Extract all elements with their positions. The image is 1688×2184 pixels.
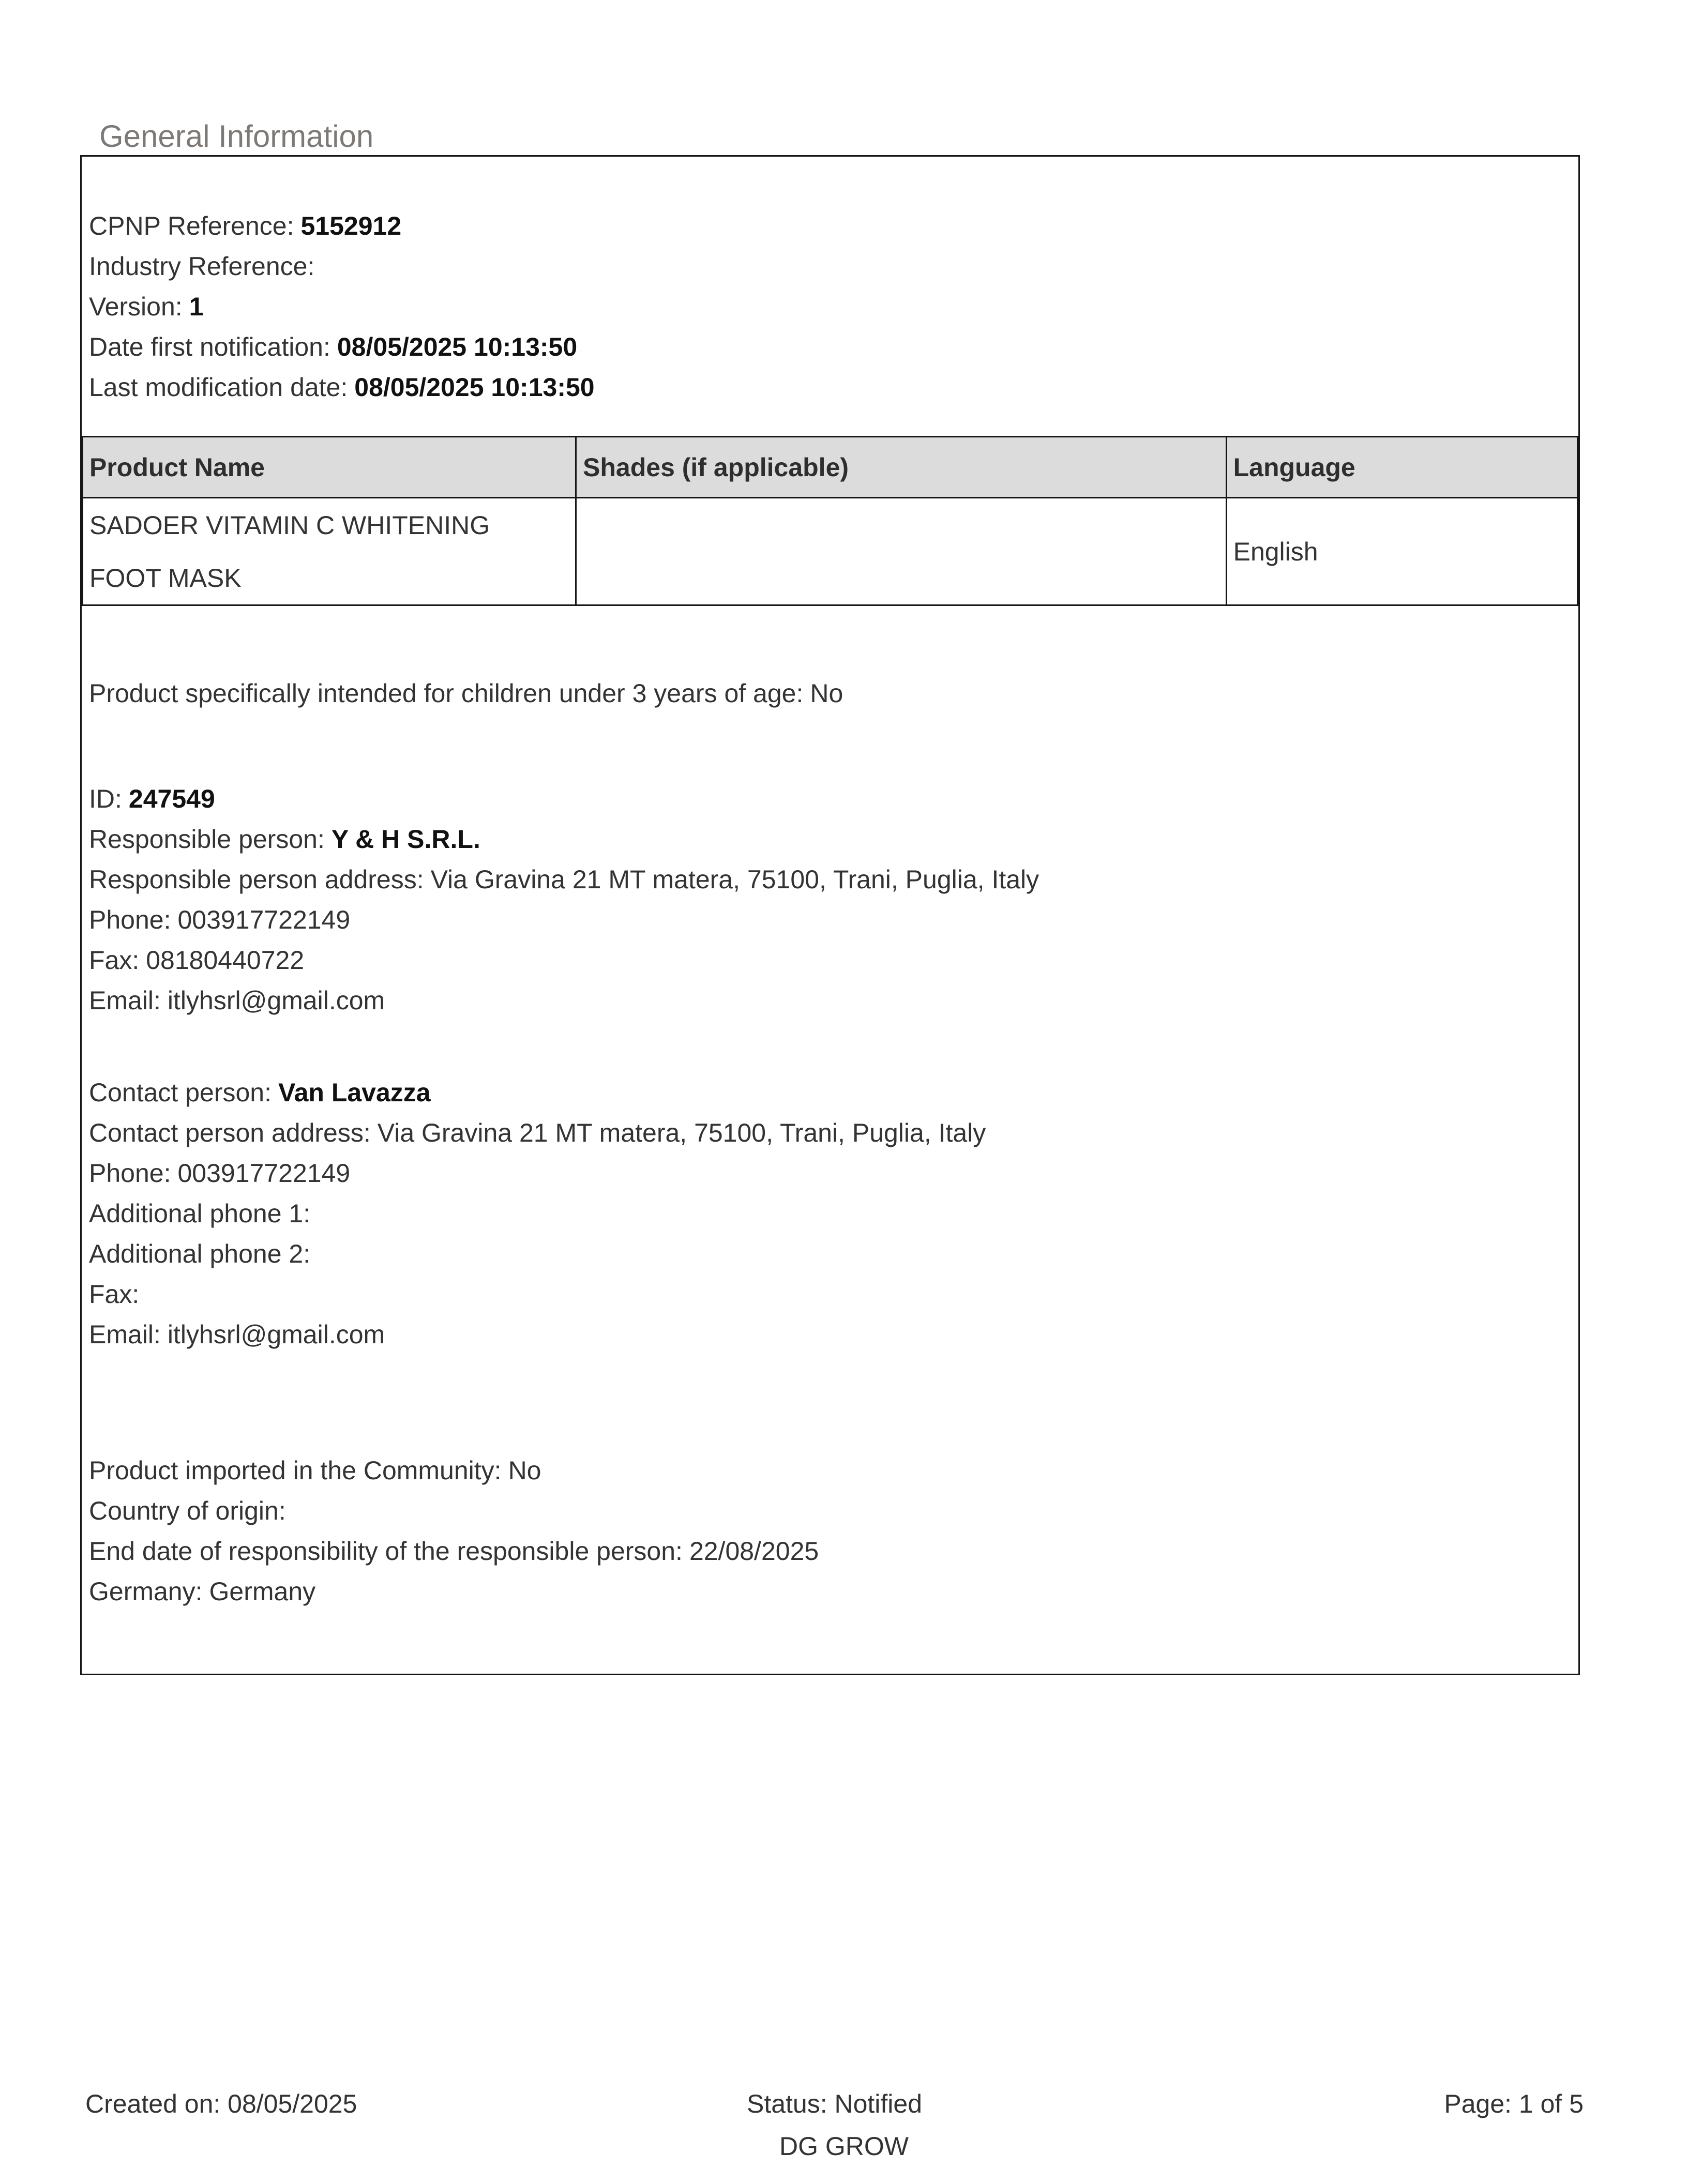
reference-block — [82, 157, 1578, 407]
responsible-phone-line — [89, 900, 1566, 940]
contact-email-label: Email: — [89, 1320, 161, 1349]
industry-reference-line — [89, 246, 1566, 286]
footer-row — [0, 2084, 1688, 2124]
contact-person-address-line — [89, 1113, 1566, 1153]
additional-phone-2-line — [89, 1234, 1566, 1274]
children-label: Product specifically intended for children under 3 years of age: — [89, 679, 804, 708]
responsible-person-address-label: Responsible person address: — [89, 865, 424, 894]
footer-org: DG GROW — [779, 2132, 909, 2161]
product-table-header-row — [83, 437, 1578, 498]
contact-person-value: Van Lavazza — [278, 1078, 431, 1107]
product-imported-value: No — [508, 1456, 541, 1485]
product-name-header-cell: Product Name — [83, 437, 576, 498]
product-name-cell — [83, 498, 576, 605]
germany-value: Germany — [209, 1577, 316, 1606]
product-name-line-2: FOOT MASK — [89, 563, 242, 593]
general-information-box — [80, 155, 1580, 1675]
version-line — [89, 286, 1566, 327]
footer-status: Status: Notified — [746, 2089, 923, 2118]
germany-label: Germany: — [89, 1577, 203, 1606]
import-block — [82, 1450, 1578, 1612]
contact-person-label: Contact person: — [89, 1078, 272, 1107]
version-label: Version: — [89, 292, 183, 321]
last-modification-date-line — [89, 367, 1566, 407]
id-line — [89, 779, 1566, 819]
cpnp-reference-label: CPNP Reference: — [89, 211, 294, 240]
additional-phone-1-label: Additional phone 1: — [89, 1199, 311, 1228]
contact-person-block — [82, 1072, 1578, 1355]
page-title: General Information — [99, 119, 374, 154]
contact-person-address-value: Via Gravina 21 MT matera, 75100, Trani, Puglia, Italy — [377, 1118, 986, 1147]
version-value: 1 — [189, 292, 204, 321]
product-imported-line — [89, 1450, 1566, 1491]
product-table — [82, 436, 1578, 606]
children-value: No — [810, 679, 843, 708]
country-of-origin-label: Country of origin: — [89, 1496, 286, 1525]
contact-fax-label: Fax: — [89, 1280, 140, 1309]
last-modification-date-label: Last modification date: — [89, 373, 348, 402]
product-table-row — [83, 498, 1578, 605]
responsible-email-line — [89, 980, 1566, 1021]
germany-line — [89, 1571, 1566, 1612]
contact-phone-line — [89, 1153, 1566, 1193]
contact-email-value: itlyhsrl@gmail.com — [167, 1320, 385, 1349]
responsible-email-label: Email: — [89, 986, 161, 1015]
children-block — [82, 673, 1578, 714]
responsible-person-block — [82, 779, 1578, 1021]
language-cell: English — [1226, 498, 1577, 605]
contact-email-line — [89, 1314, 1566, 1355]
country-of-origin-line — [89, 1491, 1566, 1531]
industry-reference-label: Industry Reference: — [89, 252, 315, 281]
cpnp-reference-value: 5152912 — [300, 211, 402, 240]
end-date-responsibility-label: End date of responsibility of the responsible person: — [89, 1537, 683, 1566]
responsible-person-value: Y & H S.R.L. — [331, 825, 480, 854]
end-date-responsibility-line — [89, 1531, 1566, 1571]
id-value: 247549 — [128, 784, 215, 813]
page-footer — [0, 2084, 1688, 2166]
contact-person-address-label: Contact person address: — [89, 1118, 371, 1147]
responsible-fax-label: Fax: — [89, 946, 140, 975]
footer-created-on: Created on: 08/05/2025 — [85, 2089, 357, 2118]
responsible-phone-label: Phone: — [89, 905, 171, 934]
contact-phone-label: Phone: — [89, 1159, 171, 1188]
date-first-notification-value: 08/05/2025 10:13:50 — [337, 332, 578, 361]
cpnp-reference-line — [89, 206, 1566, 246]
responsible-phone-value: 003917722149 — [177, 905, 351, 934]
shades-cell — [576, 498, 1227, 605]
contact-phone-value: 003917722149 — [177, 1159, 351, 1188]
language-header-cell: Language — [1226, 437, 1577, 498]
product-imported-label: Product imported in the Community: — [89, 1456, 502, 1485]
additional-phone-2-label: Additional phone 2: — [89, 1239, 311, 1268]
responsible-email-value: itlyhsrl@gmail.com — [167, 986, 385, 1015]
date-first-notification-label: Date first notification: — [89, 332, 330, 361]
children-line — [89, 673, 1566, 714]
contact-fax-line — [89, 1274, 1566, 1314]
end-date-responsibility-value: 22/08/2025 — [689, 1537, 819, 1566]
responsible-fax-value: 08180440722 — [146, 946, 305, 975]
product-name-line-1: SADOER VITAMIN C WHITENING — [89, 510, 490, 540]
additional-phone-1-line — [89, 1193, 1566, 1234]
responsible-person-address-line — [89, 859, 1566, 900]
date-first-notification-line — [89, 327, 1566, 367]
responsible-fax-line — [89, 940, 1566, 980]
contact-person-line — [89, 1072, 1566, 1113]
responsible-person-label: Responsible person: — [89, 825, 325, 854]
last-modification-date-value: 08/05/2025 10:13:50 — [354, 373, 595, 402]
shades-header-cell: Shades (if applicable) — [576, 437, 1227, 498]
responsible-person-line — [89, 819, 1566, 859]
footer-page-number: Page: 1 of 5 — [1444, 2089, 1584, 2118]
id-label: ID: — [89, 784, 122, 813]
responsible-person-address-value: Via Gravina 21 MT matera, 75100, Trani, Puglia, Italy — [430, 865, 1039, 894]
